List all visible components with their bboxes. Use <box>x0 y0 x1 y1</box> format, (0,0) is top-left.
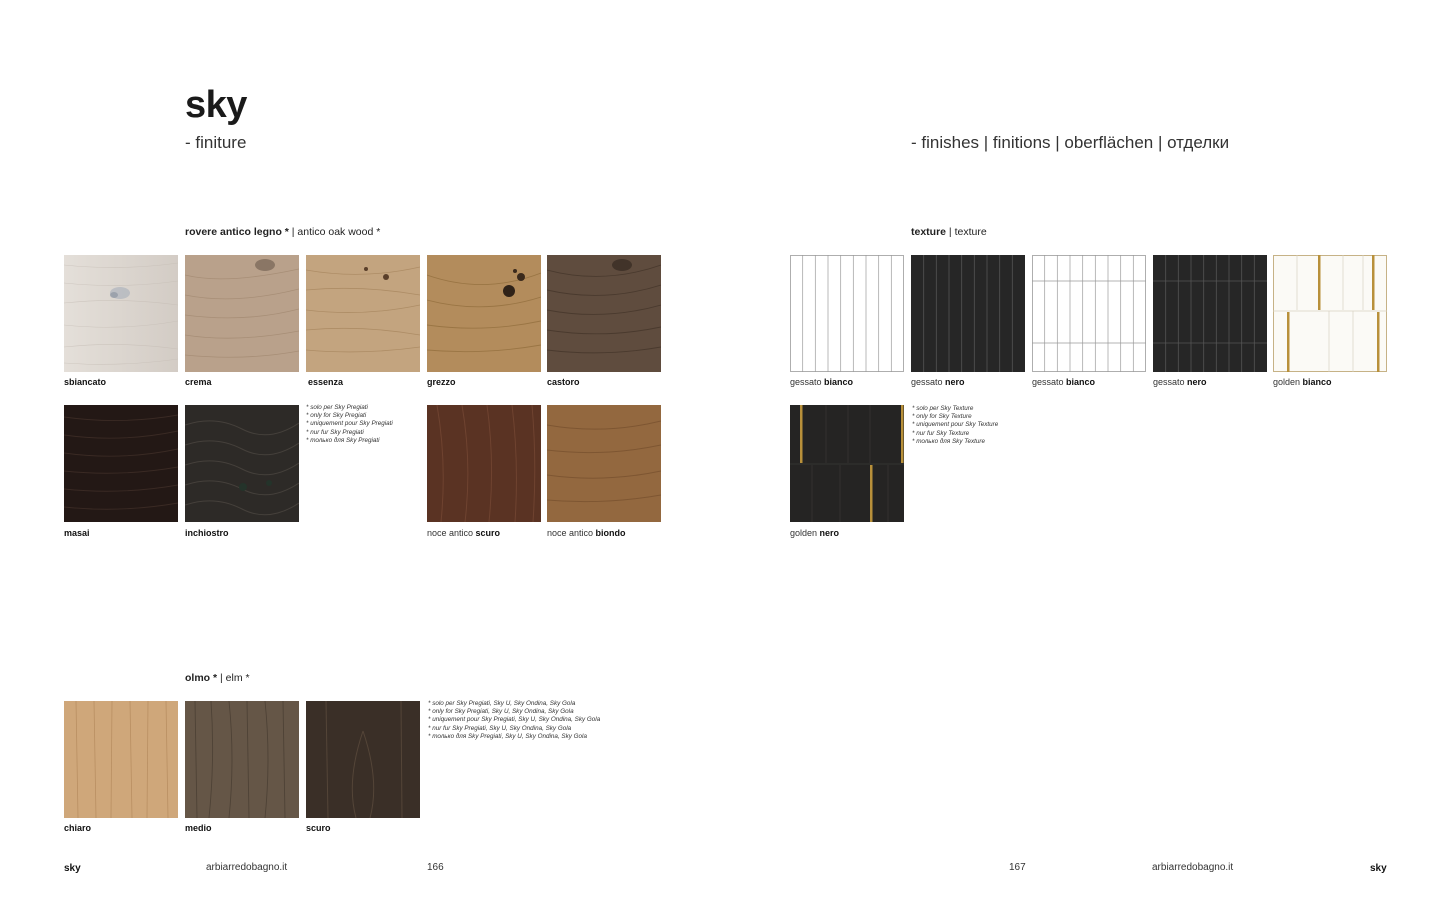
label-golden-nero: golden nero <box>790 528 840 538</box>
swatch-sbiancato[interactable] <box>64 255 178 372</box>
swatch-grezzo[interactable] <box>427 255 541 372</box>
footer-url-left[interactable]: arbiarredobagno.it <box>206 862 288 873</box>
footer-brand-left: sky <box>64 863 81 874</box>
page-number-right: 167 <box>1009 862 1026 873</box>
subtitle-right: - finishes | finitions | oberflächen | отделки <box>911 133 1230 152</box>
page-number-left: 166 <box>427 862 444 873</box>
swatch-gessato-bianco-1[interactable] <box>790 255 904 372</box>
swatch-gessato-bianco-2[interactable] <box>1032 255 1146 372</box>
footer-brand-right: sky <box>1370 863 1387 874</box>
label-gessato-nero-2: gessato nero <box>1153 377 1207 387</box>
swatch-noce-antico-biondo[interactable] <box>547 405 661 522</box>
swatch-gessato-nero-2[interactable] <box>1153 255 1267 372</box>
swatch-masai[interactable] <box>64 405 178 522</box>
label-gessato-nero-1: gessato nero <box>911 377 965 387</box>
swatch-crema[interactable] <box>185 255 299 372</box>
note-line: * только для Sky Pregiati, Sky U, Sky Ondina, Sky Gola <box>428 732 587 740</box>
note-line: * nur fur Sky Pregiati <box>306 428 364 436</box>
note-line: * uniquement pour Sky Texture <box>912 421 999 429</box>
label-masai: masai <box>64 528 90 538</box>
label-crema: crema <box>185 377 212 387</box>
note-line: * nur fur Sky Texture <box>912 429 970 437</box>
label-olmo-scuro: scuro <box>306 823 331 833</box>
swatch-golden-nero[interactable] <box>790 405 904 522</box>
note-line: * only for Sky Pregiati <box>306 412 367 420</box>
rovere-heading: rovere antico legno * | antico oak wood * <box>185 226 381 238</box>
swatch-gessato-nero-1[interactable] <box>911 255 1025 372</box>
note-line: * uniquement pour Sky Pregiati <box>306 420 393 428</box>
note-line: * solo per Sky Texture <box>912 405 974 412</box>
texture-heading: texture | texture <box>911 226 987 238</box>
note-line: * nur fur Sky Pregiati, Sky U, Sky Ondina, Sky Gola <box>428 724 572 732</box>
label-essenza: essenza <box>308 377 344 387</box>
label-gessato-bianco-2: gessato bianco <box>1032 377 1096 387</box>
swatch-castoro[interactable] <box>547 255 661 372</box>
label-castoro: castoro <box>547 377 580 387</box>
page-title: sky <box>185 84 247 126</box>
label-inchiostro: inchiostro <box>185 528 229 538</box>
footer-url-right[interactable]: arbiarredobagno.it <box>1152 862 1234 873</box>
label-sbiancato: sbiancato <box>64 377 107 387</box>
label-olmo-chiaro: chiaro <box>64 823 92 833</box>
swatch-olmo-chiaro[interactable] <box>64 701 178 818</box>
label-grezzo: grezzo <box>427 377 456 387</box>
label-golden-bianco: golden bianco <box>1273 377 1332 387</box>
note-line: * только для Sky Texture <box>912 437 985 445</box>
label-olmo-medio: medio <box>185 823 212 833</box>
swatch-essenza[interactable] <box>306 255 420 372</box>
note-line: * uniquement pour Sky Pregiati, Sky U, Sky Ondina, Sky Gola <box>428 716 601 724</box>
note-line: * only for Sky Texture <box>912 413 972 421</box>
swatch-inchiostro[interactable] <box>185 405 299 522</box>
swatch-olmo-medio[interactable] <box>185 701 299 818</box>
note-line: * solo per Sky Pregiati <box>306 404 368 411</box>
texture-notes <box>912 405 998 446</box>
olmo-notes <box>428 700 600 741</box>
swatch-olmo-scuro[interactable] <box>306 701 420 818</box>
rovere-notes <box>306 404 393 445</box>
label-noce-antico-biondo: noce antico biondo <box>547 528 626 538</box>
swatch-noce-antico-scuro[interactable] <box>427 405 541 522</box>
olmo-heading: olmo * | elm * <box>185 672 250 684</box>
label-noce-antico-scuro: noce antico scuro <box>427 528 501 538</box>
swatch-golden-bianco[interactable] <box>1273 255 1387 372</box>
note-line: * solo per Sky Pregiati, Sky U, Sky Ondina, Sky Gola <box>428 700 576 707</box>
subtitle-left: - finiture <box>185 133 247 152</box>
note-line: * только для Sky Pregiati <box>306 436 380 444</box>
label-gessato-bianco-1: gessato bianco <box>790 377 854 387</box>
note-line: * only for Sky Pregiati, Sky U, Sky Ondina, Sky Gola <box>428 708 574 716</box>
